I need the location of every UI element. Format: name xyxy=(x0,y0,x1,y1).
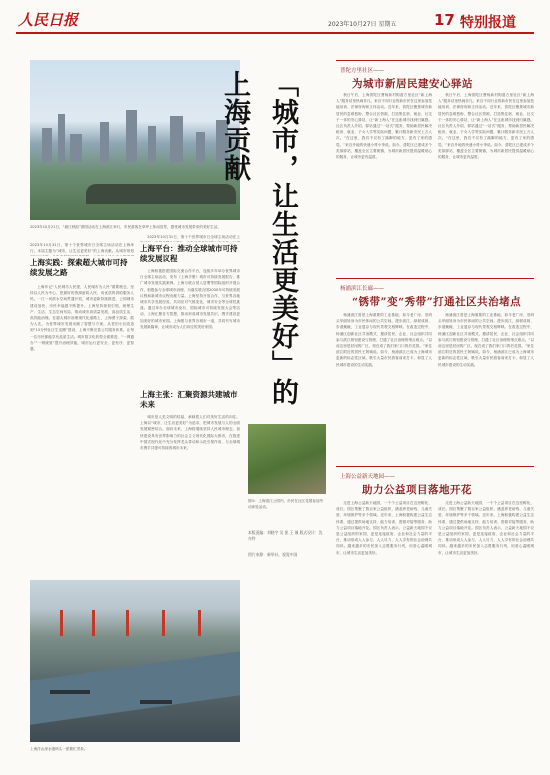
column3-text xyxy=(140,414,240,574)
crane-shape xyxy=(60,610,63,636)
building-shape xyxy=(100,122,109,162)
skyline-photo xyxy=(30,60,240,220)
story1-text-right xyxy=(438,92,534,272)
column2-lead-paragraph: 2023年10月31日，第十个世界城市日全球主场活动在上 xyxy=(147,235,240,239)
story3-top-rule xyxy=(336,466,534,467)
story3-text-right xyxy=(438,500,534,756)
story1-text-left xyxy=(336,92,432,272)
crane-shape xyxy=(92,610,95,636)
column2-text xyxy=(140,268,240,386)
ship-shape xyxy=(50,690,90,694)
crowd-shape xyxy=(86,184,236,204)
skyline-photo-caption: 2023年10月21日，“浦江秋韵”游园活动在上海滨江举行，市民游客在草坪上休闲赏景，感受城市发展带来的美好生活。 xyxy=(30,225,221,229)
column2-paragraph: 上海积极搭建国际交流合作平台，连续多年举办世界城市日全球主场活动，发布《上海手册》城市可持续发展报告，推广城市发展实践案例。上海与联合国人居署等国际组织开展合作，积极参与全球城市治理，为落实联合国2030年可持续发展议程和新城市议程贡献力量。上海坚持开放合作，与世界各地城市共享发展经验，共同应对气候变化、城市安全等全球性挑战。通过举办全球城市论坛、国际城市可持续发展大会等活动，上海汇聚各方智慧，推动形成城市发展共识，携手建设更加美好的城市家园。上海愿与世界各城市一道，共同书写城市发展新篇章，让城市成为人们向往的美好家园。 xyxy=(140,269,240,329)
story3-kicker: 上海公益新天地园—— xyxy=(340,474,396,480)
story2-paragraph-continued: 杨浦滨江曾是上海重要的工业基地，如今老厂房、旧码头华丽转身为市民休闲的公共空间。漫步滨江，绿树成荫、步道蜿蜒，工业遗存与现代景观交相辉映。在改造过程中，杨浦区创新社区共治模式，邀请居民、企业、社会组织共同参与滨江规划建设与管理，打通了社区治理的堵点难点。“以前这里是封闭的厂区，现在成了我们家门口的后花园。”家住滨江附近的居民王阿姨说。如今，杨浦滨江已成为上海城市更新的标志性区域，吸引大量市民游客前来打卡，彰显了人民城市建设的生动实践。 xyxy=(438,313,534,367)
intro-text: 2023年10月31日，第十个世界城市日全球主场活动在上海举行。本届主题为“城市，让生活更美好”的上海贡献。从城市规划 xyxy=(30,243,134,254)
harbor-photo-caption: 上海洋山深水港码头一派繁忙景象。 xyxy=(30,747,88,751)
story3-paragraph: 走进上海公益新天地园，一个个公益项目在这里孵化、成长。园区集聚了数百家公益组织，涵盖养老助残、儿童关爱、环境保护等多个领域。近年来，上海积极构建公益生态体系，通过提供场地支持、能力培训、资源对接等服务，助力公益项目落地开花。园区负责人表示，公益新天地园不仅是公益组织的家园，更是连接政府、企业和社会力量的平台，推动形成人人参与、人人尽力、人人享有的社会治理共同体。越来越多的市民加入志愿服务行列，用爱心温暖城市，让城市生活更加美好。 xyxy=(336,501,432,555)
ship-shape xyxy=(140,700,172,704)
column1-paragraph: 上海牢记“人民城市人民建，人民城市为人民”重要理念，坚持以人民为中心，把最好的资源留给人民，用优质的供给服务人民。一江一河滨水空间贯通开放，城市更新持续推进，公园城市建设加快，市民幸福感不断提升。上海坚持规划引领，统筹生产、生活、生态空间布局，推动城市高质量发展、高品质生活、高效能治理。在超大城市治理现代化道路上，上海勇于探索、敢为人先，为世界城市发展贡献了智慧与方案。从老旧小区改造到“15分钟社区生活圈”建设，上海不断完善公共服务体系，让每一位市民都能享有品质生活。城市数字化转型全面推进，“一网通办”“一网统管”提升治理效能，城市运行更安全、更有序、更智慧。 xyxy=(30,285,134,352)
story2-paragraph: 杨浦滨江曾是上海重要的工业基地，如今老厂房、旧码头华丽转身为市民休闲的公共空间。漫步滨江，绿树成荫、步道蜿蜒，工业遗存与现代景观交相辉映。在改造过程中，杨浦区创新社区共治模式，邀请居民、企业、社会组织共同参与滨江规划建设与管理，打通了社区治理的堵点难点。“以前这里是封闭的厂区，现在成了我们家门口的后花园。”家住滨江附近的居民王阿姨说。如今，杨浦滨江已成为上海城市更新的标志性区域，吸引大量市民游客前来打卡，彰显了人民城市建设的生动实践。 xyxy=(336,313,432,367)
story2-top-rule xyxy=(336,278,534,279)
column3-paragraph: 城市是人类文明的结晶，承载着人们对美好生活的向往。上海以“城市，让生活更美好”为追求，把城市发展与人的全面发展紧密结合。面向未来，上海将继续坚持人民城市理念，加快建设具有世界影响力的社会主义现代化国际大都市，在推进中国式现代化中充分发挥龙头带动和示范引领作用，与全球城市携手共建可持续的城市未来。 xyxy=(140,415,240,451)
story2-text-left xyxy=(336,312,432,462)
building-shape xyxy=(196,132,205,162)
byline: 本版责编：刘晓宇 吴 凯 王 瑾 版式设计：沈亦伶 xyxy=(248,530,323,542)
section3-heading: 上海主张：汇聚资源共建城市未来 xyxy=(140,390,238,409)
building-shape xyxy=(148,126,156,162)
masthead xyxy=(16,8,534,34)
story3-paragraph-continued: 走进上海公益新天地园，一个个公益项目在这里孵化、成长。园区集聚了数百家公益组织，涵盖养老助残、儿童关爱、环境保护等多个领域。近年来，上海积极构建公益生态体系，通过提供场地支持、能力培训、资源对接等服务，助力公益项目落地开花。园区负责人表示，公益新天地园不仅是公益组织的家园，更是连接政府、企业和社会力量的平台，推动形成人人参与、人人尽力、人人享有的社会治理共同体。越来越多的市民加入志愿服务行列，用爱心温暖城市，让城市生活更加美好。 xyxy=(438,501,534,555)
issue-date: 2023年10月27日 星期五 xyxy=(328,21,397,28)
story2-kicker: 杨浦滨江长廊—— xyxy=(340,286,385,292)
story3-text-left xyxy=(336,500,432,756)
column2-lead xyxy=(140,234,240,242)
page-title: 特别报道 xyxy=(460,15,516,31)
river-shape xyxy=(30,651,240,725)
story2-text-right xyxy=(438,312,534,462)
crane-shape xyxy=(162,610,165,636)
page-number: 17 xyxy=(434,11,455,29)
building-shape xyxy=(58,114,65,162)
crane-shape xyxy=(126,610,129,636)
story1-top-rule xyxy=(336,60,534,61)
story1-headline: 为城市新居民建安心驿站 xyxy=(352,78,473,90)
story1-kicker: 普陀方里社区—— xyxy=(340,68,385,74)
building-shape xyxy=(170,116,183,162)
section1-heading: 上海实践：探索超大城市可持续发展之路 xyxy=(30,258,128,277)
building-shape xyxy=(70,134,82,162)
community-garden-photo xyxy=(248,424,326,494)
source-note: 图片来源：新华社、视觉中国 xyxy=(248,552,298,557)
section2-heading: 上海平台：推动全球城市可持续发展议程 xyxy=(140,244,238,263)
story3-headline: 助力公益项目落地开花 xyxy=(362,484,472,496)
column1-text xyxy=(30,284,134,574)
crane-shape xyxy=(198,610,201,636)
story2-headline: “锈带”变“秀带”打通社区共治堵点 xyxy=(352,296,522,308)
building-shape xyxy=(126,110,137,162)
feature-vertical-title: 「城市，让生活更美好」的上海贡献 xyxy=(219,70,298,406)
building-shape xyxy=(42,128,52,162)
harbor-photo xyxy=(30,580,240,742)
garden-photo-caption: 图①：上海滨江公园内，市民在社区花园参加劳动体验活动。 xyxy=(248,499,324,509)
story1-paragraph-continued: 秋日午后，上海普陀区曹杨新村街道方里社区“新上海人”服务站里热闹非凡。来自不同行业的新市民在这里参加技能培训、法律咨询和文体活动。近年来，普陀区聚焦城市新居民的急难愁盼，整合社区资源，打造集住宿、就业、社交于一体的安心驿站，让“新上海人”在这座城市找到归属感。社区负责人介绍，驿站通过“一站式”服务，帮助新居民解决租房、就业、子女入学等实际问题，累计服务新市民上万人次。“在这里，我们不仅有了落脚的地方，更有了家的感觉。”来自外地的快递小哥小李说。如今，普陀区已建成多个类似驿站，覆盖全区主要街镇，为城市新居民提供温暖贴心的服务，让城市更有温度。 xyxy=(438,93,534,160)
newspaper-logo: 人民日报 xyxy=(18,11,79,29)
story1-paragraph: 秋日午后，上海普陀区曹杨新村街道方里社区“新上海人”服务站里热闹非凡。来自不同行业的新市民在这里参加技能培训、法律咨询和文体活动。近年来，普陀区聚焦城市新居民的急难愁盼，整合社区资源，打造集住宿、就业、社交于一体的安心驿站，让“新上海人”在这座城市找到归属感。社区负责人介绍，驿站通过“一站式”服务，帮助新居民解决租房、就业、子女入学等实际问题，累计服务新市民上万人次。“在这里，我们不仅有了落脚的地方，更有了家的感觉。”来自外地的快递小哥小李说。如今，普陀区已建成多个类似驿站，覆盖全区主要街镇，为城市新居民提供温暖贴心的服务，让城市更有温度。 xyxy=(336,93,432,160)
